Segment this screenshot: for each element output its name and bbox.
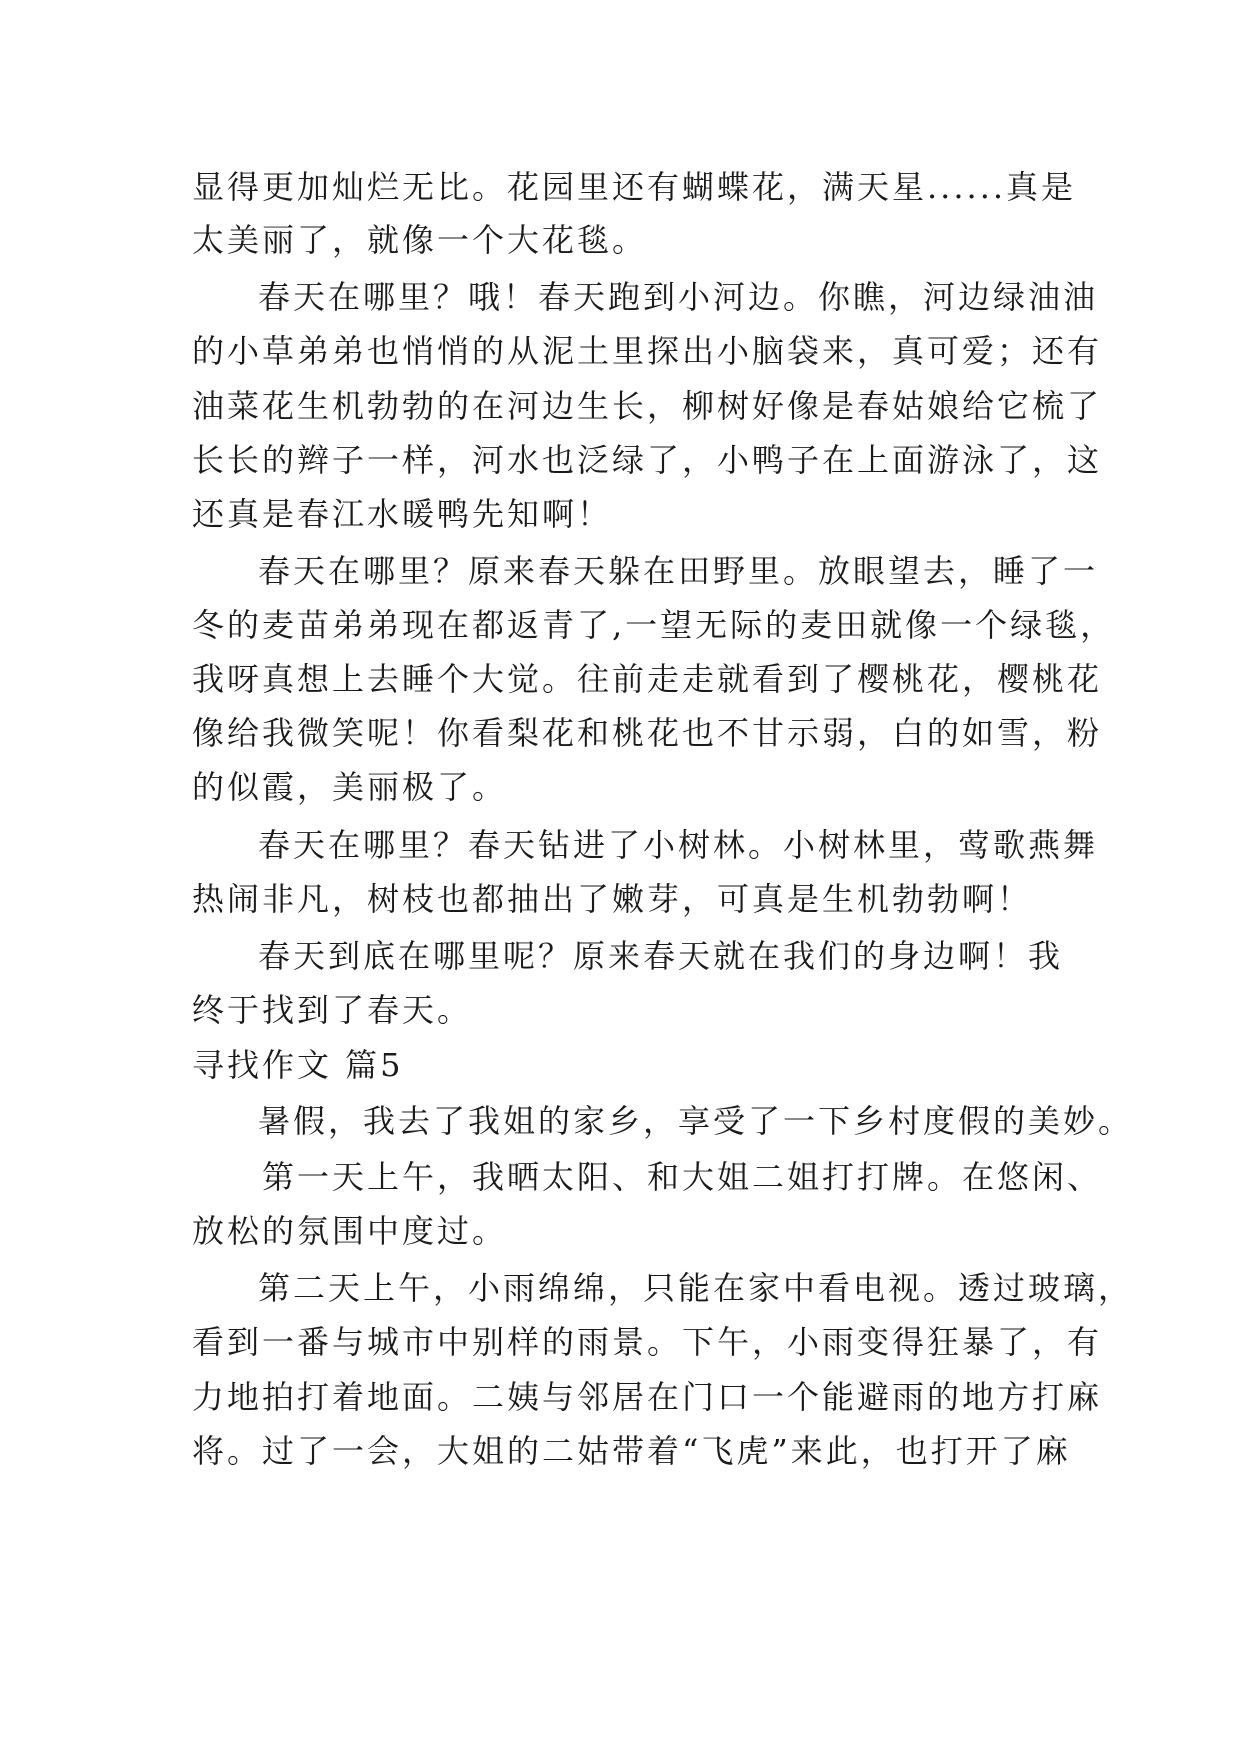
text-line: 长长的辫子一样，河水也泛绿了，小鸭子在上面游泳了，这 [192, 441, 1103, 479]
paragraph-first-line: 春天到底在哪里呢？原来春天就在我们的身边啊！我 [258, 937, 1064, 975]
paragraph-first-line: 第一天上午，我晒太阳、和大姐二姐打打牌。在悠闲、 [262, 1158, 1103, 1196]
text-line: 力地拍打着地面。二姨与邻居在门口一个能避雨的地方打麻 [192, 1378, 1103, 1416]
text-line: 油菜花生机勃勃的在河边生长，柳树好像是春姑娘给它梳了 [192, 387, 1103, 425]
text-line: 还真是春江水暖鸭先知啊！ [192, 495, 613, 533]
paragraph-first-line: 春天在哪里？春天钻进了小树林。小树林里，莺歌燕舞 [258, 826, 1099, 864]
paragraph-first-line: 第二天上午，小雨绵绵，只能在家中看电视。透过玻璃， [258, 1269, 1134, 1307]
text-line: 像给我微笑呢！你看梨花和桃花也不甘示弱，白的如雪，粉 [192, 714, 1103, 752]
text-line: 冬的麦苗弟弟现在都返青了,一望无际的麦田就像一个绿毯， [192, 606, 1116, 644]
paragraph-first-line: 春天在哪里？哦！春天跑到小河边。你瞧，河边绿油油 [258, 278, 1099, 316]
section-heading: 寻找作文 篇5 [192, 1046, 404, 1084]
text-line: 我呀真想上去睡个大觉。往前走走就看到了樱桃花，樱桃花 [192, 660, 1103, 698]
text-line: 太美丽了，就像一个大花毯。 [192, 221, 648, 259]
text-line: 的小草弟弟也悄悄的从泥土里探出小脑袋来，真可爱；还有 [192, 332, 1103, 370]
paragraph-first-line: 春天在哪里？原来春天躲在田野里。放眼望去，睡了一 [258, 552, 1099, 590]
text-line: 看到一番与城市中别样的雨景。下午，小雨变得狂暴了，有 [192, 1323, 1103, 1361]
text-line: 的似霞，美丽极了。 [192, 768, 508, 806]
text-line: 将。过了一会，大姐的二姑带着“飞虎”来此，也打开了麻 [192, 1432, 1071, 1470]
text-line: 放松的氛围中度过。 [192, 1212, 508, 1250]
text-line: 终于找到了春天。 [192, 991, 473, 1029]
text-line: 显得更加灿烂无比。花园里还有蝴蝶花，满天星......真是 [192, 168, 1077, 206]
text-line: 热闹非凡，树枝也都抽出了嫩芽，可真是生机勃勃啊！ [192, 880, 1033, 918]
paragraph-first-line: 暑假，我去了我姐的家乡，享受了一下乡村度假的美妙。 [258, 1102, 1134, 1140]
